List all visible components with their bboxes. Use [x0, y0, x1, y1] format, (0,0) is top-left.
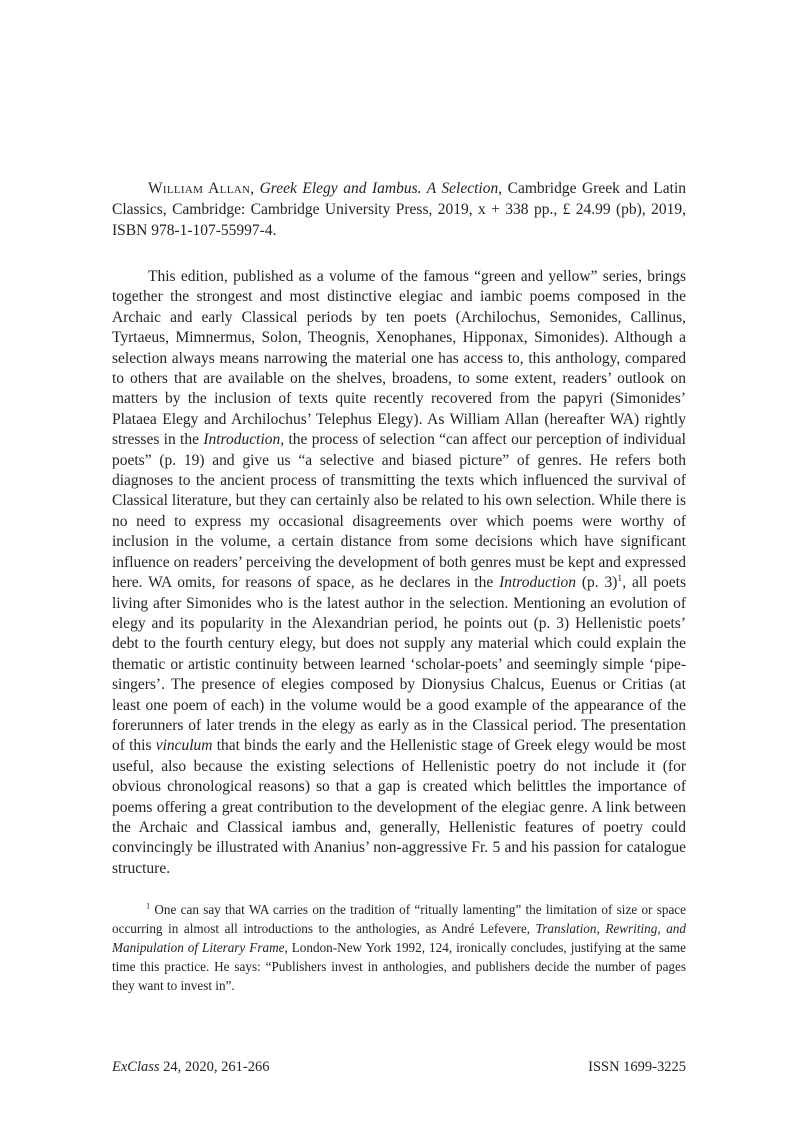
- journal-citation: ExClass 24, 2020, 261-266: [112, 1059, 270, 1075]
- page-footer: [112, 1058, 686, 1077]
- review-body-paragraph: This edition, published as a volume of the famous “green and yellow” series, brings together the strongest and most distinctive elegiac and iambic poems composed in the Archaic and early Classical periods by ten poets (Archilochus, Semonides, Callinus, Tyrtaeus, Mimnermus, Solon, Theognis, Xenophanes, Hipponax, Simonides). Although a selection always means narrowing the material one has access to, this anthology, compared to others that are available on the shelves, broadens, to some extent, readers’ outlook on matters by the inclusion of texts quite recently recovered from the papyri (Simonides’ Plataea Elegy and Archilochus’ Telephus Elegy). As William Allan (hereafter WA) rightly stresses in the Introduction, the process of selection “can affect our perception of individual poets” (p. 19) and give us “a selective and biased picture” of genres. He refers both diagnoses to the ancient process of transmitting the texts which influenced the survival of Classical literature, but they can certainly also be related to his own selection. While there is no need to express my occasional disagreements over which poems were worthy of inclusion in the volume, a certain distance from some decisions which have significant influence on readers’ perceiving the development of both genres must be kept and expressed here. WA omits, for reasons of space, as he declares in the Introduction (p. 3)$^1$, all poets living after Simonides who is the latest author in the selection. Mentioning an evolution of elegy and its popularity in the Alexandrian period, he points out (p. 3) Hellenistic poets’ debt to the fourth century elegy, but does not supply any material which could explain the thematic or artistic continuity between learned ‘scholar-poets’ and seemingly simple ‘pipe-singers’. The presence of elegies composed by Dionysius Chalcus, Euenus or Critias (at least one poem of each) in the volume would be a good example of the appearance of the forerunners of later trends in the elegy as early as in the Classical period. The presentation of this vinculum that binds the early and the Hellenistic stage of Greek elegy would be most useful, also because the existing selections of Hellenistic poetry do not include it (for obvious chronological reasons) so that a gap is created which belittles the importance of poems offering a great contribution to the development of the elegiac genre. A link between the Archaic and Classical iambus and, generally, Hellenistic features of poetry could convincingly be illustrated with Ananius’ non-aggressive Fr. 5 and his passion for catalogue structure.: [112, 268, 687, 877]
- footnote: $^1$ One can say that WA carries on the tradition of “ritually lamenting” the limitation of size or space occurring in almost all introductions to the anthologies, as André Lefevere, Translation, Rewriting, and Manipulation of Literary Frame, London-New York 1992, 124, ironically concludes, justifying at the same time this practice. He says: “Publishers invest in anthologies, and publishers decide the number of pages they want to invest in”.: [112, 901, 686, 994]
- review-citation: William Allan, Greek Elegy and Iambus. A Selection, Cambridge Greek and Latin Classics, Cambridge: Cambridge University Press, 2019, x + 338 pp., £ 24.99 (pb), 2019, ISBN 978-1-107-55997-4.: [112, 180, 686, 239]
- text-block: [112, 178, 686, 995]
- issn: ISSN 1699-3225: [588, 1059, 686, 1075]
